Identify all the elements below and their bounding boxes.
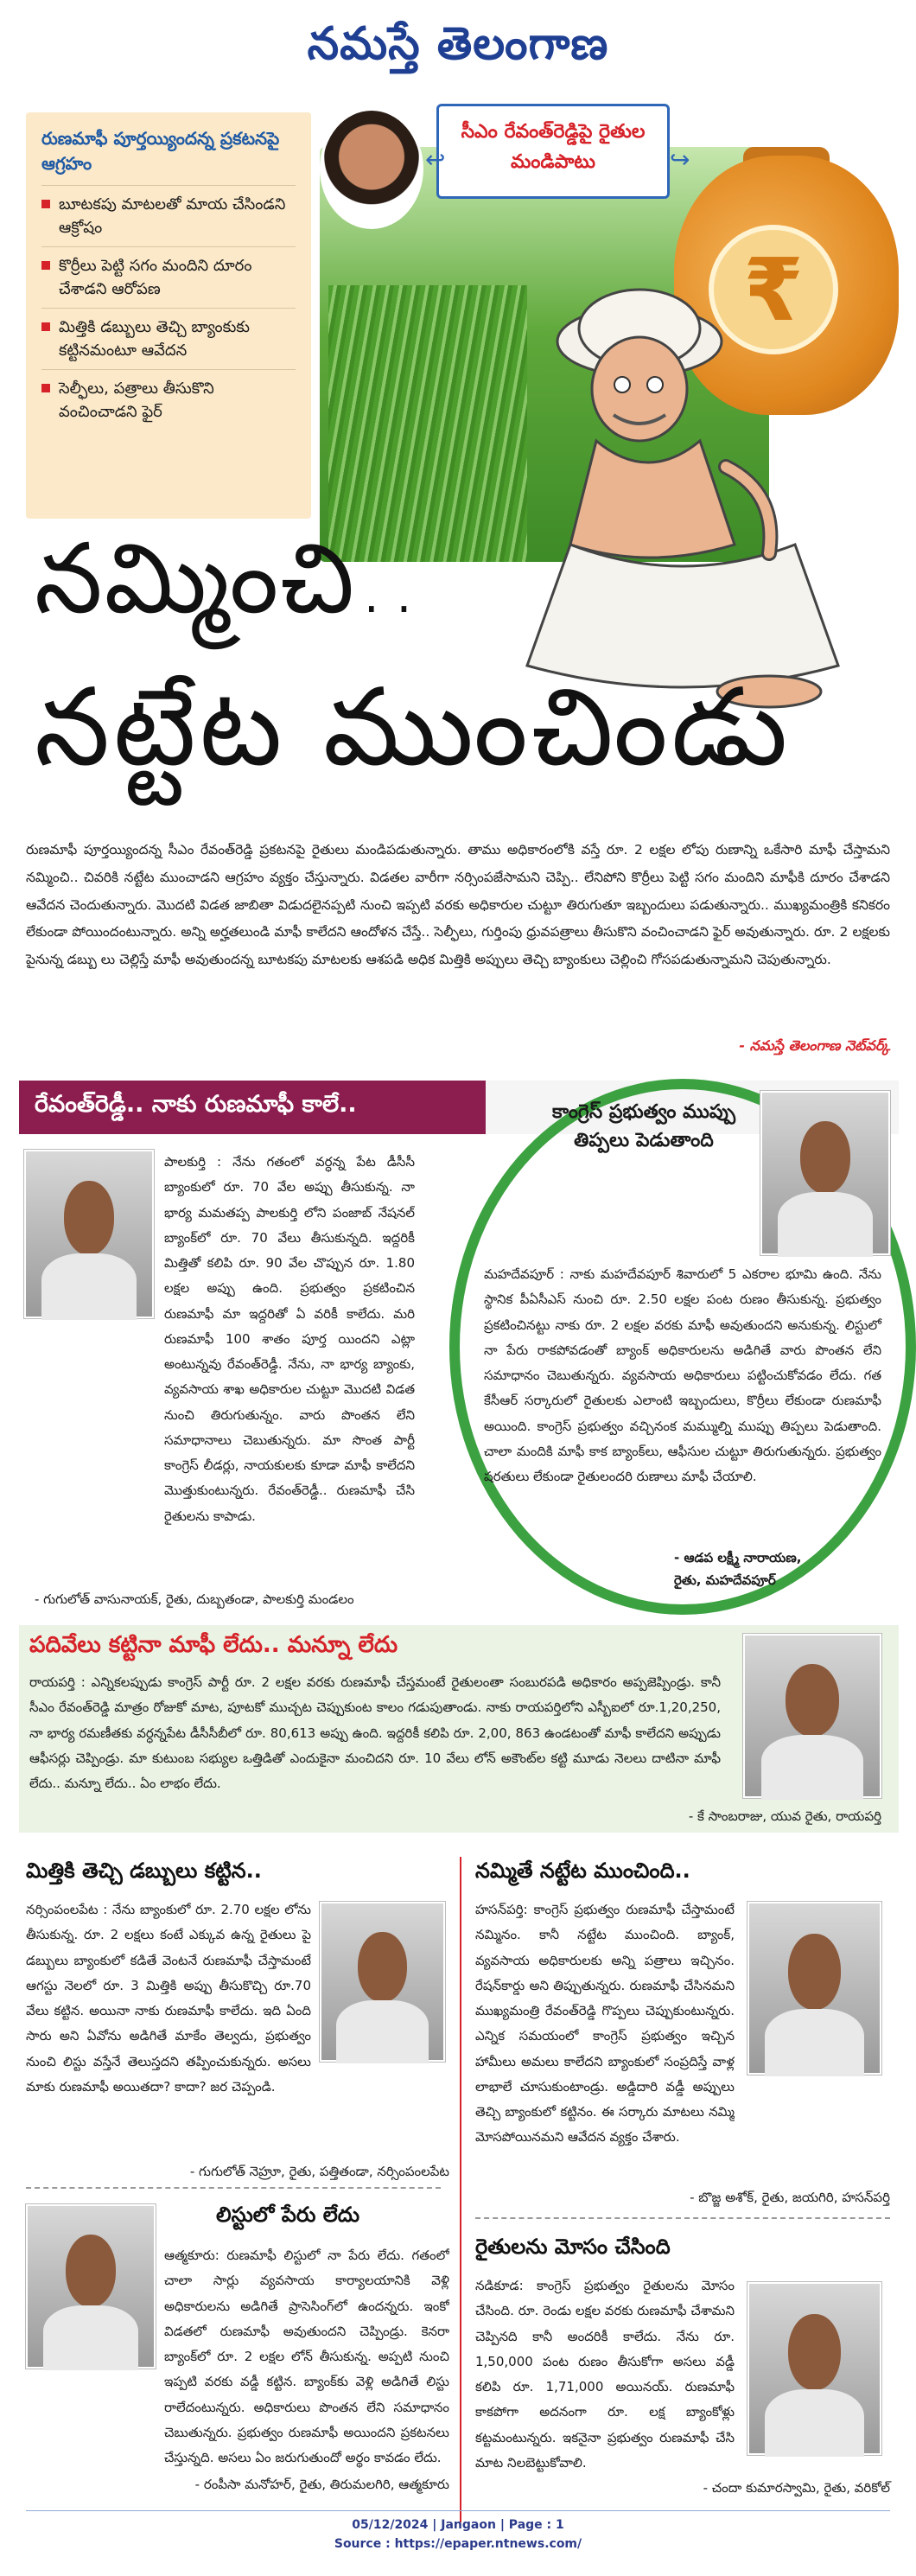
summary-title: రుణమాఫీ పూర్తయ్యిందన్న ప్రకటనపై ఆగ్రహం (41, 128, 280, 174)
story5-byline: - బొజ్జ అశోక్, రైతు, జయగిరి, హసన్‌పర్తి (690, 2190, 890, 2205)
story1-title: రేవంత్‌రెడ్డీ.. నాకు రుణమాఫీ కాలే.. (19, 1081, 486, 1134)
footer-rule (26, 2510, 890, 2511)
story1-body: పాలకుర్తి : నేను గతంలో వర్ధన్న పేట డీసీసీ బ్యాంకులో రూ. 70 వేల అప్పు తీసుకున్న. నా భార్య మమతప్ప పాలకుర్తి లోని పంజాబ్ నేషనల్ బ్యాంక్‌లో రూ. 70 వేలు తీసుకున్నది. ఇద్దరికీ మిత్తితో కలిపి రూ. 90 వేల చొప్పున రూ. 1.80 లక్షల అప్పు ఉంది. ప్రభుత్వం ప్రకటించిన రుణమాఫీ మా ఇద్దరితో ఏ వరికీ కాలేదు. మరి రుణమాఫీ 100 శాతం పూర్త యిందని ఎట్లా అంటున్నవు రేవంత్‌రెడ్డీ. నేను, నా భార్య బ్యాంకు, వ్యవసాయ శాఖ అధికారుల చుట్టూ మొదటి విడత నుంచి తిరుగుతున్నం. వారు పొంతన లేని సమాధానాలు చెబుతున్నరు. మా సొంత పార్టీ కాంగ్రెస్ లీడర్లు, నాయకులకు కూడా మాఫీ కాలేదని మొత్తుకుంటున్నరు. రేవంత్‌రెడ్డీ.. రుణమాఫీ చేసి రైతులను కాపాడు. (164, 1154, 415, 1524)
story1-body-intro (164, 1150, 415, 1591)
story5-photo (747, 1902, 881, 2075)
story3-byline: - కే సాంబరాజు, యువ రైతు, రాయపర్తి (688, 1808, 881, 1824)
cm-portrait-image (320, 108, 423, 229)
story2-body: మహదేవపూర్ : నాకు మహదేవపూర్ శివారులో 5 ఎకరాల భూమి ఉంది. నేను స్థానిక పీఏసీఎస్ నుంచి రూ. 2.50 లక్షల పంట రుణం తీసుకున్న. ప్రభుత్వం ప్రకటించినట్టు నాకు రూ. 2 లక్షల వరకు మాఫీ అవుతుందని అనుకున్న. లిస్టులో నా పేరు రాకపోవడంతో బ్యాంక్ అధికారులను అడిగితే వారు పొంతన లేని సమాధానం చెబుతున్నరు. వ్యవసాయ అధికారులు పట్టించుకోవడం లేదు. గత కేసీఆర్ సర్కారులో రైతులకు ఎలాంటి ఇబ్బందులు, కొర్రీలు లేకుండా రుణమాఫీ అయింది. కాంగ్రెస్ ప్రభుత్వం వచ్చినంక మమ్ముల్ని ముప్పు తిప్పలు పెడుతాంది. చాలా మందికి మాఫీ కాక బ్యాంక్‌లు, ఆఫీసుల చుట్టూ తిరుగుతున్నరు. ప్రభుత్వం షరతులు లేకుండా రైతులందరి రుణాలు మాఫీ చేయాలి. (484, 1266, 881, 1484)
summary-item: మిత్తికి డబ్బులు తెచ్చి బ్యాంకుకు కట్టినమంటూ ఆవేదన (41, 308, 296, 369)
arrow-left-icon: ↩ (425, 145, 446, 174)
lead-byline: - నమస్తే తెలంగాణ నెట్‌వర్క్ (739, 1037, 890, 1054)
rupee-icon: ₹ (709, 225, 838, 354)
story4-byline: - గుగులోత్ నెహ్రూ, రైతు, పత్తితండా, నర్సింపంలపేట (189, 2164, 449, 2179)
story7-photo (747, 2282, 881, 2455)
headline-line-1: నమ్మించి.. (35, 523, 422, 635)
story7-body: నడికూడ: కాంగ్రెస్ ప్రభుత్వం రైతులను మోసం చేసింది. రూ. రెండు లక్షల వరకు రుణమాఫీ చేశామని చెప్పినది కానీ అందరికీ కాలేదు. నేను రూ. 1,50,000 పంట రుణం తీసుకోగా అసలు వడ్డీ కలిపి రూ. 1,71,000 అయినయ్. రుణమాఫీ కాకపోగా అదనంగా రూ. లక్ష బ్యాంకోళ్లు కట్టమంటున్నరు. ఇకనైనా ప్రభుత్వం రుణమాఫీ చేసి మాట నిలబెట్టుకోవాలి. (475, 2278, 735, 2471)
lead-paragraph: రుణమాఫీ పూర్తయ్యిందన్న సీఎం రేవంత్‌రెడ్డి ప్రకటనపై రైతులు మండిపడుతున్నారు. తాము అధికారంలోకి వస్తే రూ. 2 లక్షల లోపు రుణాన్ని ఒకేసారి మాఫీ చేస్తామని నమ్మించి.. చివరికి నట్టేట ముంచాడని ఆగ్రహం వ్యక్తం చేస్తున్నారు. విడతల వారీగా నర్సింపజేసామని చెప్పి.. లేనిపోని కొర్రీలు పెట్టి సగం మందిని మాఫీకి దూరం చేశాడని ఆవేదన చెందుతున్నారు. మొదటి విడత జాబితా విడుదలైనప్పటి నుంచి ఇప్పటి వరకు అధికారుల చుట్టూ తిరుగుతూ ఇబ్బందులు పడుతున్నారు.. ముఖ్యమంత్రికి కనికరం లేకుండా పోయిందంటున్నారు. అన్ని అర్హతలుండి మాఫీ కాలేదని ఆందోళన చేస్తే.. సెల్ఫీలు, గుర్తింపు ధ్రువపత్రాలు తీసుకొని వంచించాడని ఫైర్ అవుతున్నారు. రూ. 2 లక్షలకు పైనున్న డబ్బు లు చెల్లిస్తే మాఫీ అవుతుందన్న బూటకపు మాటలకు ఆశపడి అధిక మిత్తికి అప్పులు తెచ్చి బ్యాంకులు చెల్లించి గోసపడుతున్నామని చెపుతున్నారు. (26, 842, 890, 968)
story3-title: పదివేలు కట్టినా మాఫీ లేదు.. మన్నూ లేదు (29, 1632, 398, 1658)
summary-item: బూటకపు మాటలతో మాయ చేసిండని ఆక్రోషం (41, 185, 296, 246)
page-footer (0, 2515, 916, 2554)
story6-body: ఆత్మకూరు: రుణమాఫీ లిస్టులో నా పేరు లేదు. గతంలో చాలా సార్లు వ్యవసాయ కార్యాలయానికి వెళ్లి అధికారులను అడిగితే ప్రాసెసింగ్‌లో ఉందన్నరు. ఇంకో విడతలో రుణమాఫీ అవుతుందని చెప్పిండ్రు. కెనరా బ్యాంక్‌లో రూ. 2 లక్షల లోన్ తీసుకున్న. అప్పటి నుంచి ఇప్పటి వరకు వడ్డీ కట్టిన. బ్యాంక్‌కు వెళ్లి అడిగితే లిస్టు రాలేదంటున్నరు. అధికారులు పొంతన లేని సమాధానం చెబుతున్నరు. ప్రభుత్వం రుణమాఫీ అయిందని ప్రకటనలు చేస్తున్నది. అసలు ఏం జరుగుతుందో అర్థం కావడం లేదు. (164, 2248, 449, 2465)
section-divider (475, 2217, 890, 2219)
newspaper-logo: నమస్తే తెలంగాణ (307, 17, 609, 70)
story2-photo (760, 1091, 890, 1255)
story2-byline (674, 1547, 881, 1591)
story3-photo (743, 1634, 881, 1798)
story1-byline: - గుగులోత్ వాసునాయక్, రైతు, దుబ్బతండా, పాలకుర్తి మండలం (35, 1591, 354, 1607)
story2-byline-name: - ఆడప లక్ష్మీ నారాయణ, (674, 1550, 802, 1565)
story5-title: నమ్మితే నట్టేట ముంచింది.. (475, 1859, 690, 1883)
story4-photo (320, 1902, 445, 2062)
story7-title: రైతులను మోసం చేసింది (475, 2235, 671, 2259)
summary-item: సెల్ఫీలు, పత్రాలు తీసుకొని వంచించాడని ఫైర్ (41, 369, 296, 430)
footer-source-link[interactable]: Source : https://epaper.ntnews.com/ (334, 2537, 582, 2552)
story1-photo (24, 1150, 154, 1318)
story3-body: రాయపర్తి : ఎన్నికలప్పుడు కాంగ్రెస్ పార్టీ రూ. 2 లక్షల వరకు రుణమాఫీ చేస్తమంటే రైతులంతా సంబురపడి అధికారం అప్పజెప్పిండ్రు. కానీ సీఎం రేవంత్‌రెడ్డి మాత్రం రోజుకో మాట, పూటకో ముచ్చట చెప్పుకుంట కాలం గడుపుతాండు. నాకు రాయపర్తిలోని ఎస్బీఐలో రూ.1,20,250, నా భార్య రమణీతకు వర్ధన్నపేట డీసీసీబీలో రూ. 80,613 అప్పు ఉంది. ఇద్దరికీ కలిపి రూ. 2,00, 863 ఉండటంతో మాఫీ కాలేదని అప్పుడు ఆఫీసర్లు చెప్పిండ్రు. మా కుటుంబ సభ్యుల ఒత్తిడితో ఎందుకైనా మంచిదని రూ. 10 వేలు లోన్ అకౌంట్‌ల కట్టి మూడు నెలలు దాటినా మాఫీ లేదు.. మన్నూ లేదు.. ఏం లాభం లేదు. (29, 1674, 721, 1791)
masthead (0, 0, 916, 95)
section-divider (26, 2187, 441, 2189)
story5-body: హసన్‌పర్తి: కాంగ్రెస్ ప్రభుత్వం రుణమాఫీ చేస్తామంటే నమ్మినం. కానీ నట్టేట ముంచింది. బ్యాంక్, వ్యవసాయ అధికారులకు అన్ని పత్రాలు ఇచ్చినం. రేషన్‌కార్డు అని తిప్పుతున్నరు. రుణమాఫీ చేసినమని ముఖ్యమంత్రి రేవంత్‌రెడ్డి గొప్పలు చెప్పుకుంటున్నరు. ఎన్నిక సమయంలో కాంగ్రెస్ ప్రభుత్వం ఇచ్చిన హామీలు అమలు కాలేదని బ్యాంకులో సంప్రదిస్తే వాళ్ల లాభాలే చూసుకుంటాండ్రు. అడ్డిదారి వడ్డీ అప్పులు తెచ్చి బ్యాంకులో కట్టినం. ఈ సర్కారు మాటలు నమ్మి మోసపోయినమని ఆవేదన వ్యక్తం చేశారు. (475, 1902, 735, 2146)
arrow-right-icon: ↪ (670, 145, 690, 174)
story2-byline-place: రైతు, మహదేవపూర్ (674, 1572, 776, 1588)
column-divider (460, 1857, 461, 2522)
story6-byline: - రంపీసా మనోహర్, రైతు, తిరుమలగిరి, ఆత్మకూరు (194, 2477, 449, 2492)
headline-line-2: నట్టేట ముంచిండు (35, 666, 792, 790)
cm-caption-box: సీఎం రేవంత్‌రెడ్డిపై రైతుల మండిపాటు (436, 104, 670, 199)
story4-body: నర్సింపంలపేట : నేను బ్యాంకులో రూ. 2.70 లక్షల లోను తీసుకున్న. రూ. 2 లక్షలు కంటే ఎక్కువ ఉన్న రైతులు పై డబ్బులు బ్యాంకులో కడితే వెంటనే రుణమాఫీ చేస్తామంటే ఆగస్టు నెలలో రూ. 3 మిత్తికి అప్పు తీసుకొచ్చి రూ.70 వేలు కట్టిన. అయినా నాకు రుణమాఫీ కాలేదు. ఇది ఏంది సారు అని ఏవోను అడిగితే మాకేం తెల్వదు, ప్రభుత్వం నుంచి లిస్టు వస్తేనే తెలుస్తదని తప్పించుకున్నరు. అసలు మాకు రుణమాఫీ అయితదా? కాదా? జర చెప్పండి. (26, 1902, 311, 2095)
summary-box (26, 112, 311, 519)
footer-date-edition: 05/12/2024 | Jangaon | Page : 1 (352, 2518, 564, 2532)
story6-photo (26, 2204, 156, 2369)
grass-illustration (328, 285, 527, 562)
story4-title: మిత్తికి తెచ్చి డబ్బులు కట్టిన.. (26, 1859, 262, 1883)
summary-item: కొర్రీలు పెట్టి సగం మందిని దూరం చేశాడని ఆరోపణ (41, 246, 296, 308)
story7-byline: - చందా కుమారస్వామి, రైతు, వరికోల్ (703, 2480, 890, 2496)
story2-title: కాంగ్రెస్ ప్రభుత్వం ముప్పు తిప్పలు పెడుతాంది (551, 1101, 736, 1151)
story6-title: లిస్టులో పేరు లేదు (216, 2203, 360, 2227)
